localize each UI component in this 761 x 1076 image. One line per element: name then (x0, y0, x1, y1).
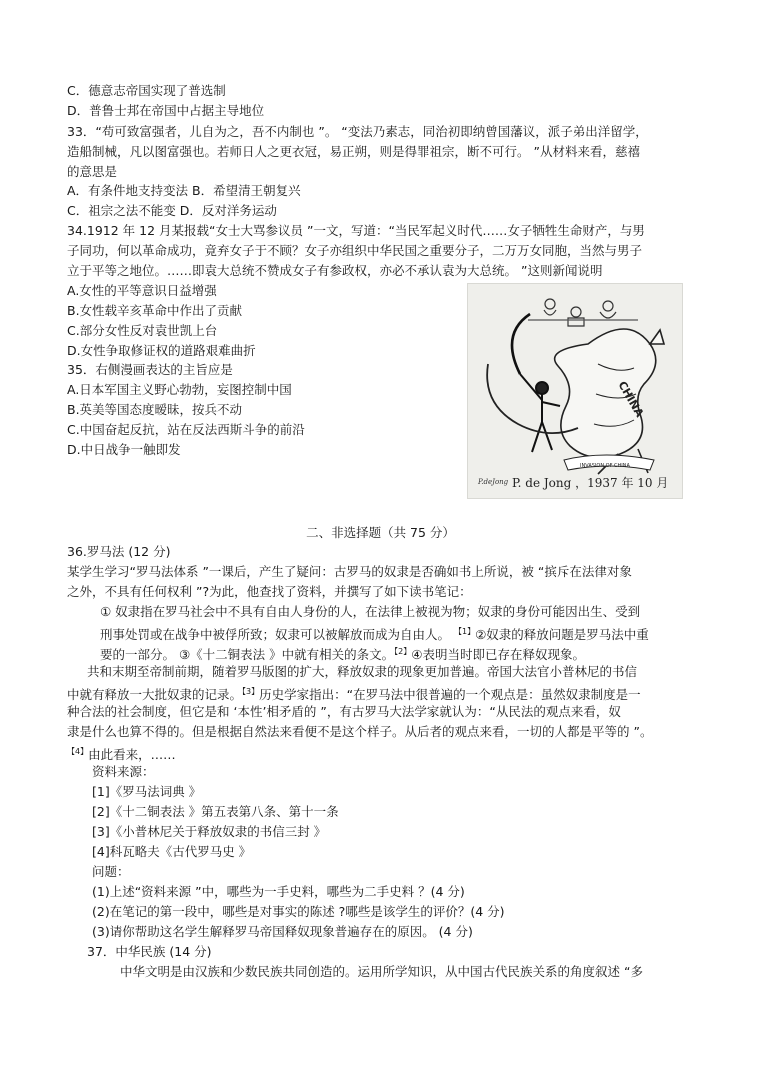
sources-heading: 资料来源： (92, 764, 155, 779)
question-37-stem: 中华文明是由汉族和少数民族共同创造的。运用所学知识，从中国古代民族关系的角度叙述 “多 (120, 964, 643, 979)
question-35-option-b: B.英美等国态度暧昧，按兵不动 (67, 402, 243, 417)
note-line8: $^{【4】}$由此看来，…… (67, 747, 176, 763)
question-35-option-c: C.中国奋起反抗，站在反法西斯斗争的前沿 (67, 422, 305, 437)
footnote-ref-3: 【3】 (242, 687, 260, 696)
note-line7: 隶是什么也算不得的。但是根据自然法来看便不是这个样子。从后者的观点来看，一切的人都是平等的 ”。 (67, 724, 653, 739)
question-34-line2: 子同功，何以革命成功，竟弃女子于不顾？女子亦组织中华民国之重要分子，二万万女同胞，当然与男子 (67, 243, 643, 258)
question-34-option-d: D.女性争取修证权的道路艰难曲折 (67, 343, 256, 358)
question-35-option-a: A.日本军国主义野心勃勃，妄图控制中国 (67, 382, 292, 397)
note-line4: 共和末期至帝制前期，随着罗马版图的扩大，释放奴隶的现象更加普遍。帝国大法官小普林尼的书信 (87, 664, 638, 679)
option-33-prev-d: D．普鲁士邦在帝国中占据主导地位 (67, 103, 265, 118)
question-34-line3: 立于平等之地位。……即袁大总统不赞成女子有参政权，亦必不承认袁为大总统。 ”这则新闻说明 (67, 263, 603, 278)
source-2: [2]《十二铜表法 》第五表第八条、第十一条 (92, 804, 339, 819)
question-33-line2: 造船制械，凡以图富强也。若师日人之更衣冠，易正朔，则是得罪祖宗，断不可行。 ”从材料来看，慈禧 (67, 144, 640, 159)
source-3: [3]《小普林尼关于释放奴隶的书信三封 》 (92, 824, 327, 839)
question-36-para1-line1: 某学生学习“罗马法体系 ”一课后，产生了疑问：古罗马的奴隶是否确如书上所说，被 “摈斥在法律对象 (67, 564, 632, 579)
banner-text: INVASION OF CHINA (580, 463, 630, 469)
question-36-title: 36.罗马法 (12 分) (67, 544, 171, 559)
footnote-ref-1: 【1】 (454, 627, 476, 636)
questions-heading: 问题： (92, 864, 130, 879)
question-36-part2: (2)在笔记的第一段中，哪些是对事实的陈述 ?哪些是该学生的评价？(4 分) (92, 904, 505, 919)
option-33-prev-c: C．德意志帝国实现了普选制 (67, 83, 226, 98)
question-36-part3: (3)请你帮助这名学生解释罗马帝国释奴现象普遍存在的原因。 (4 分) (92, 924, 473, 939)
figure-caption: P. de Jong ，1937 年 10 月 (512, 476, 669, 490)
note-line1: ① 奴隶指在罗马社会中不具有自由人身份的人，在法律上被视为物；奴隶的身份可能因出生、受到 (100, 604, 641, 619)
artist-signature: P.deJong (478, 478, 509, 486)
source-1: [1]《罗马法词典 》 (92, 784, 202, 799)
question-34-line1: 34.1912 年 12 月某报载“女士大骂参议员 ”一文，写道：“当民军起义时代……女子牺牲生命财产，与男 (67, 223, 645, 238)
question-33-options-ab: A．有条件地支持变法 B．希望清王朝复兴 (67, 183, 301, 198)
note-line3: 要的一部分。 ③《十二铜表法 》中就有相关的条文。$^{【2】}$④表明当时即已存在释奴现象。 (100, 647, 585, 663)
source-4: [4]科瓦略夫《古代罗马史 》 (92, 844, 252, 859)
question-33-line1: 33．“苟可致富强者，儿自为之，吾不内制也 ”。 “变法乃素志，同治初即纳曾国藩议，派子弟出洋留学， (67, 124, 648, 139)
note-line5: 中就有释放一大批奴隶的记录。$^{【3】}$历史学家指出：“在罗马法中很普遍的一个观点是：虽然奴隶制度是一 (67, 687, 641, 703)
footnote-ref-2: 【2】 (394, 647, 412, 656)
question-34-option-c: C.部分女性反对袁世凯上台 (67, 323, 218, 338)
footnote-ref-4: 【4】 (67, 747, 89, 756)
question-36-para1-line2: 之外，不具有任何权利 ”?为此，他查找了资料，并撰写了如下读书笔记： (67, 584, 472, 599)
note-line6: 种合法的社会制度，但它是和 ‘本性’相矛盾的 ”，有古罗马大法学家就认为：“从民法的观点来看，奴 (67, 704, 621, 719)
question-33-options-cd: C．祖宗之法不能变 D．反对洋务运动 (67, 203, 277, 218)
question-35-stem: 35．右侧漫画表达的主旨应是 (67, 362, 233, 377)
question-35-option-d: D.中日战争一触即发 (67, 442, 181, 457)
question-36-part1: (1)上述“资料来源 ”中，哪些为一手史料，哪些为二手史料 ？(4 分) (92, 884, 465, 899)
question-37-title: 37．中华民族 (14 分) (87, 944, 212, 959)
question-34-option-b: B.女性载辛亥革命中作出了贡献 (67, 303, 243, 318)
section-heading: 二、非选择题（共 75 分） (306, 525, 455, 540)
question-33-line3: 的意思是 (67, 164, 118, 179)
china-label: CHINA (615, 379, 647, 420)
cartoon-illustration (468, 284, 682, 498)
note-line2: 刑事处罚或在战争中被俘所致；奴隶可以被解放而成为自由人。 $^{【1】}$②奴隶的释放问题是罗马法中重 (100, 627, 649, 643)
cartoon-figure (467, 283, 683, 499)
question-34-option-a: A.女性的平等意识日益增强 (67, 283, 217, 298)
